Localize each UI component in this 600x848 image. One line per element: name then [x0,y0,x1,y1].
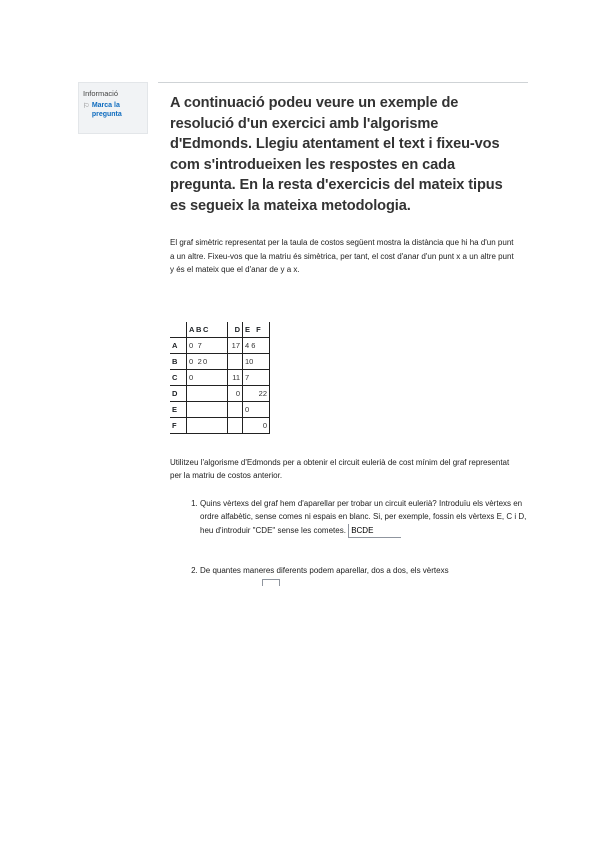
header-cell: ABC [187,322,228,338]
matrix-cell: 11 [228,369,243,385]
answer-input[interactable]: BCDE [348,524,401,538]
question-heading: A continuació podeu veure un exemple de resolució d'un exercici amb l'algorisme d'Edmonds. Llegiu atentament el text i fixeu-vos com s'introdueixen les respostes en cada pregunta. En la resta d'exercicis del mateix tipus es segueix la mateixa metodologia. [170,95,503,214]
matrix-cell: 0 7 [187,337,228,353]
matrix-cell: 0 [187,369,228,385]
divider [158,82,528,83]
subquestion-item [200,497,530,538]
flag-question-label: Marca la pregunta [91,102,122,118]
question-content [158,82,528,617]
matrix-cell [228,353,243,369]
subquestion-text: De quantes maneres diferents podem aparellar, dos a dos, els vèrtexs [200,565,449,575]
subquestion-text: Quins vèrtexs del graf hem d'aparellar per trobar un circuit eulerià? Introduïu els vèrtexs en ordre alfabètic, sense comes ni espais en blanc. Si, per exemple, fossin els vèrtexs E, C i D, heu d'introduir "CDE" sense les cometes. [200,498,527,535]
flag-question-button[interactable] [83,102,143,119]
matrix-cell [187,401,228,417]
row-label: D [170,385,187,401]
matrix-cell [187,417,228,433]
question-info-panel [78,82,148,134]
subquestion-list [170,497,530,591]
matrix-cell: 0 [228,385,243,401]
matrix-cell: 17 [228,337,243,353]
matrix-cell [187,385,228,401]
matrix-row [170,385,270,401]
cost-matrix-table [170,322,270,434]
row-label: C [170,369,187,385]
matrix-cell: 10 [243,353,270,369]
matrix-row [170,401,270,417]
row-label: B [170,353,187,369]
matrix-row [170,353,270,369]
matrix-cell: 7 [243,369,270,385]
subquestion-item [200,564,530,591]
header-cell: E F [243,322,270,338]
row-label: E [170,401,187,417]
matrix-cell: 0 20 [187,353,228,369]
info-title: Informació [83,89,119,98]
row-label: A [170,337,187,353]
matrix-row [170,417,270,433]
matrix-row [170,369,270,385]
answer-select[interactable] [262,579,280,586]
flag-icon: ⚐ [83,103,90,110]
matrix-cell: 0 [243,401,270,417]
matrix-cell [228,417,243,433]
matrix-cell: 4 6 [243,337,270,353]
matrix-cell: 22 [243,385,270,401]
instruction-paragraph: Utilitzeu l'algorisme d'Edmonds per a obtenir el circuit eulerià de cost mínim del graf representat per la matriu de costos anterior. [170,457,510,480]
matrix-header-row [170,322,270,338]
matrix-cell [228,401,243,417]
matrix-cell: 0 [243,417,270,433]
header-cell: D [228,322,243,338]
row-label: F [170,417,187,433]
intro-paragraph: El graf simètric representat per la taula de costos següent mostra la distància que hi ha d'un punt a un altre. Fixeu-vos que la matriu és simètrica, per tant, el cost d'anar d'un punt x a un altre punt y és el mateix que el d'anar de y a x. [170,238,514,274]
matrix-row [170,337,270,353]
